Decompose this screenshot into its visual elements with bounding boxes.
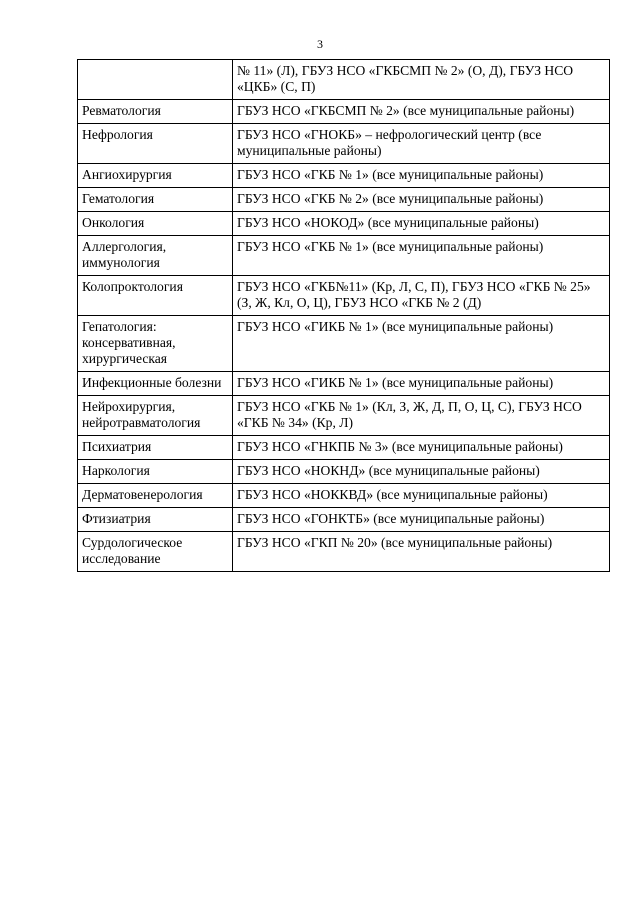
specialty-cell: Гематология [78, 188, 233, 212]
table-row [78, 396, 610, 436]
specialty-cell: Наркология [78, 460, 233, 484]
specialty-cell [78, 60, 233, 100]
institution-cell: ГБУЗ НСО «ГКБ № 1» (все муниципальные районы) [233, 236, 610, 276]
specialty-cell: Аллергология, иммунология [78, 236, 233, 276]
specialty-cell: Нейрохирургия, нейротравматология [78, 396, 233, 436]
table-row [78, 236, 610, 276]
institution-cell: ГБУЗ НСО «ГИКБ № 1» (все муниципальные районы) [233, 316, 610, 372]
table-row [78, 60, 610, 100]
table-row [78, 100, 610, 124]
institution-cell: ГБУЗ НСО «НОКНД» (все муниципальные районы) [233, 460, 610, 484]
institution-cell: ГБУЗ НСО «НОКОД» (все муниципальные районы) [233, 212, 610, 236]
institution-cell: ГБУЗ НСО «ГКБ № 1» (Кл, З, Ж, Д, П, О, Ц, С), ГБУЗ НСО «ГКБ № 34» (Кр, Л) [233, 396, 610, 436]
institution-cell: ГБУЗ НСО «ГИКБ № 1» (все муниципальные районы) [233, 372, 610, 396]
table-row [78, 212, 610, 236]
specialty-cell: Психиатрия [78, 436, 233, 460]
institution-cell: ГБУЗ НСО «ГНКПБ № 3» (все муниципальные районы) [233, 436, 610, 460]
table-row [78, 124, 610, 164]
table-row [78, 508, 610, 532]
specialty-cell: Ангиохирургия [78, 164, 233, 188]
table-row [78, 164, 610, 188]
table-body [78, 60, 610, 572]
table-row [78, 372, 610, 396]
institution-cell: ГБУЗ НСО «ГОНКТБ» (все муниципальные районы) [233, 508, 610, 532]
specialty-cell: Колопроктология [78, 276, 233, 316]
specialty-cell: Фтизиатрия [78, 508, 233, 532]
specialty-cell: Дерматовенерология [78, 484, 233, 508]
table-row [78, 484, 610, 508]
specialty-cell: Нефрология [78, 124, 233, 164]
table-row [78, 532, 610, 572]
specialty-cell: Инфекционные болезни [78, 372, 233, 396]
institution-cell: ГБУЗ НСО «ГНОКБ» – нефрологический центр (все муниципальные районы) [233, 124, 610, 164]
institution-cell: № 11» (Л), ГБУЗ НСО «ГКБСМП № 2» (О, Д), ГБУЗ НСО «ЦКБ» (С, П) [233, 60, 610, 100]
institution-cell: ГБУЗ НСО «НОККВД» (все муниципальные районы) [233, 484, 610, 508]
table-row [78, 316, 610, 372]
specialty-institution-table [77, 59, 610, 572]
institution-cell: ГБУЗ НСО «ГКБ № 2» (все муниципальные районы) [233, 188, 610, 212]
specialty-cell: Ревматология [78, 100, 233, 124]
table-row [78, 188, 610, 212]
table-row [78, 460, 610, 484]
specialty-cell: Онкология [78, 212, 233, 236]
table-row [78, 436, 610, 460]
institution-cell: ГБУЗ НСО «ГКБ № 1» (все муниципальные районы) [233, 164, 610, 188]
page-number: 3 [317, 37, 323, 51]
institution-cell: ГБУЗ НСО «ГКП № 20» (все муниципальные районы) [233, 532, 610, 572]
specialty-cell: Гепатология: консервативная, хирургическая [78, 316, 233, 372]
institution-cell: ГБУЗ НСО «ГКБСМП № 2» (все муниципальные районы) [233, 100, 610, 124]
specialty-cell: Сурдологическое исследование [78, 532, 233, 572]
table-row [78, 276, 610, 316]
institution-cell: ГБУЗ НСО «ГКБ№11» (Кр, Л, С, П), ГБУЗ НСО «ГКБ № 25» (З, Ж, Кл, О, Ц), ГБУЗ НСО «ГКБ № 2 (Д) [233, 276, 610, 316]
